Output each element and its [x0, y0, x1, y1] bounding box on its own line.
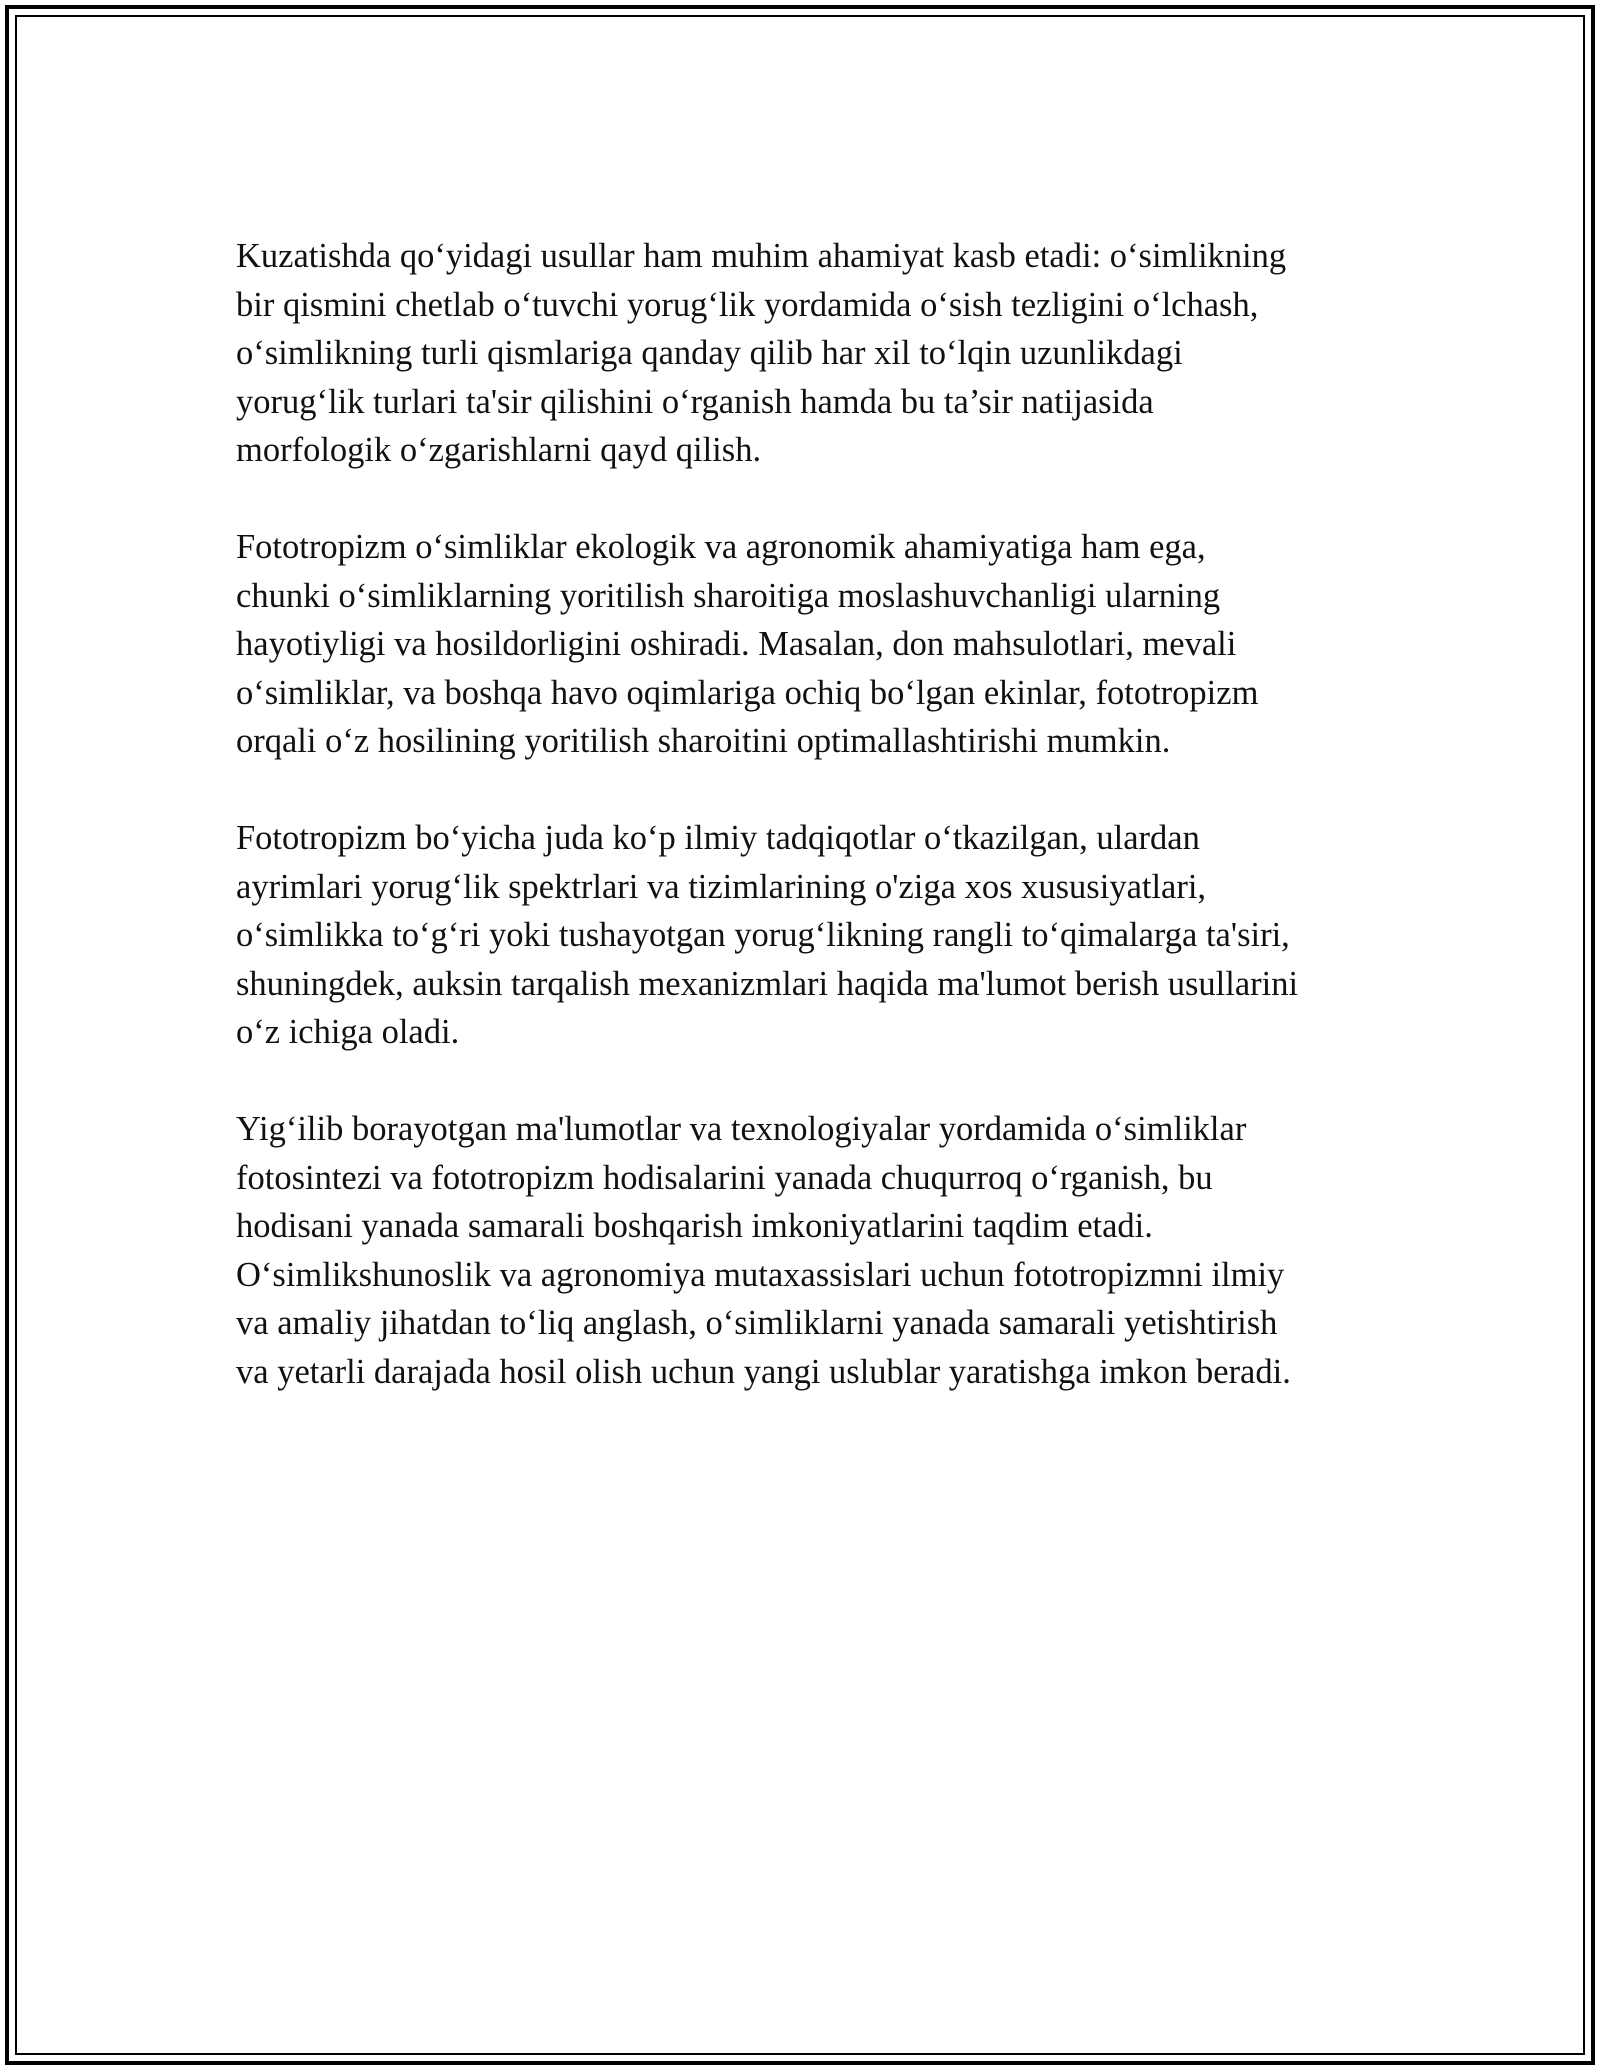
text-line: orqali o‘z hosilining yoritilish sharoitini optimallashtirishi mumkin. — [236, 722, 1171, 760]
text-line: o‘z ichiga oladi. — [236, 1013, 460, 1051]
text-line: hodisani yanada samarali boshqarish imkoniyatlarini taqdim etadi. — [236, 1207, 1153, 1245]
text-line: bir qismini chetlab o‘tuvchi yorug‘lik yordamida o‘sish tezligini o‘lchash, — [236, 285, 1259, 324]
text-line: Yig‘ilib borayotgan ma'lumotlar va texnologiyalar yordamida o‘simliklar — [236, 1110, 1247, 1148]
text-line: o‘simlikka to‘g‘ri yoki tushayotgan yorug‘likning rangli to‘qimalarga ta'siri, — [236, 916, 1290, 954]
text-line: o‘simlikning turli qismlariga qanday qilib har xil to‘lqin uzunlikdagi — [236, 334, 1183, 372]
paragraph — [236, 232, 1376, 475]
text-line: Kuzatishda qo‘yidagi usullar ham muhim ahamiyat kasb etadi: o‘simlikning — [236, 237, 1287, 275]
text-line: yorug‘lik turlari ta'sir qilishini o‘rganish hamda bu ta’sir natijasida — [236, 382, 1154, 421]
text-line: shuningdek, auksin tarqalish mexanizmlari haqida ma'lumot berish usullarini — [236, 964, 1299, 1003]
text-line: o‘simliklar, va boshqa havo oqimlariga ochiq bo‘lgan ekinlar, fototropizm — [236, 673, 1259, 712]
paragraph — [236, 523, 1376, 766]
text-line: morfologik o‘zgarishlarni qayd qilish. — [236, 431, 762, 469]
text-line: ayrimlari yorug‘lik spektrlari va tizimlarining o'ziga xos xususiyatlari, — [236, 867, 1207, 906]
text-line: va yetarli darajada hosil olish uchun yangi uslublar yaratishga imkon beradi. — [236, 1352, 1291, 1391]
text-line: Fototropizm bo‘yicha juda ko‘p ilmiy tadqiqotlar o‘tkazilgan, ulardan — [236, 819, 1200, 857]
text-line: hayotiyligi va hosildorligini oshiradi. Masalan, don mahsulotlari, mevali — [236, 625, 1237, 663]
text-line: va amaliy jihatdan to‘liq anglash, o‘simliklarni yanada samarali yetishtirish — [236, 1304, 1278, 1342]
text-line: fotosintezi va fototropizm hodisalarini yanada chuqurroq o‘rganish, bu — [236, 1158, 1213, 1197]
paragraph — [236, 814, 1376, 1057]
text-line: Fototropizm o‘simliklar ekologik va agronomik ahamiyatiga ham ega, — [236, 528, 1206, 566]
paragraph — [236, 1105, 1376, 1396]
text-line: chunki o‘simliklarning yoritilish sharoitiga moslashuvchanligi ularning — [236, 576, 1221, 615]
document-body — [236, 232, 1376, 1445]
text-line: O‘simlikshunoslik va agronomiya mutaxassislari uchun fototropizmni ilmiy — [236, 1255, 1285, 1294]
